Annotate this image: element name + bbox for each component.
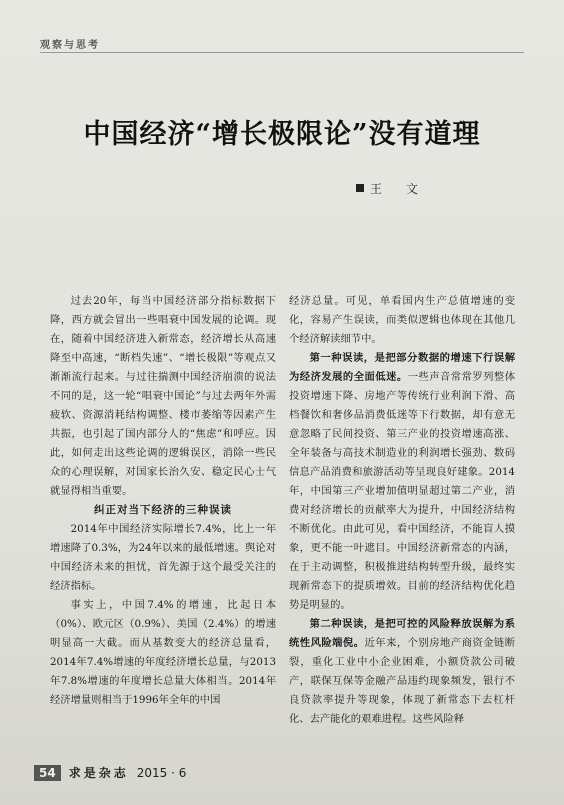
square-bullet-icon (356, 184, 364, 192)
page-number: 54 (34, 765, 61, 781)
right-column (289, 292, 515, 729)
paragraph-body: 一些声音常常罗列整体投资增速下降、房地产等传统行业利润下滑、高档餐饮和奢侈品消费低迷等下行数据，却有意无意忽略了民间投资、第三产业的投资增速高涨、全年装备与高技术制造业的利润增长强劲、数码信息产品消费和旅游活动等呈现良好建象。2014年，中国第三产业增加值明显超过第二产业，消费对经济增长的贡献率大为提升，中国经济结构不断优化。由此可见，看中国经济，不能盲人摸象，更不能一叶遮目。中国经济新常态的内涵，在于主动调整，积极推进结构转型升级，最终实现新常态下的提质增效。目前的经济结构优化趋势是明显的。 (289, 371, 516, 611)
paragraph (289, 349, 515, 615)
journal-name: 求是杂志 (68, 766, 129, 780)
section-subhead: 纠正对当下经济的三种误读 (94, 504, 232, 516)
section-header: 观察与思考 (40, 40, 100, 51)
issue-number: 2015 · 6 (136, 765, 187, 780)
paragraph: 事实上，中国7.4%的增速，比起日本（0%）、欧元区（0.9%）、美国（2.4%）的增速明显高一大截。而从基数变大的经济总量看，2014年7.4%增速的年度经济增长总量，与2013年7.8%增速的年度增长总量大体相当。2014年经济增量则相当于1996年全年的中国 (50, 599, 276, 706)
left-column (50, 292, 276, 710)
paragraph: 过去20年，每当中国经济部分指标数据下降，西方就会冒出一些唱衰中国发展的论调。现在，随着中国经济进入新常态，经济增长从高速降至中高速，“断档失速”、“增长极限”等观点又渐渐流行起来。与过往揣测中国经济崩溃的说法不同的是，这一轮“唱衰中国论”与过去两年外需疲软、资源消耗结构调整、楼市萎缩等因素产生共振，也引起了国内部分人的“焦虑”和呼应。因此，如何走出这些论调的逻辑误区，消除一些民众的心理误解，对国家长治久安、稳定民心士气就显得相当重要。 (50, 295, 276, 497)
header-rule (40, 52, 524, 53)
paragraph-lead: 第二种误读，是把可控的风险释放误解为系统性风险端倪。 (289, 618, 515, 649)
paragraph (289, 615, 515, 729)
paragraph: 经济总量。可见，单看国内生产总值增速的变化，容易产生误读，而类似逻辑也体现在其他几个经济解读细节中。 (289, 295, 515, 345)
page-footer (34, 764, 186, 781)
author-byline (356, 180, 428, 197)
author-name: 王 文 (370, 182, 428, 196)
paragraph: 2014年中国经济实际增长7.4%，比上一年增速降了0.3%，为24年以来的最低增速。舆论对中国经济未来的担忧，首先源于这个最受关注的经济指标。 (50, 523, 276, 592)
article-title: 中国经济“增长极限论”没有道理 (83, 119, 481, 150)
paragraph-lead: 第一种误读，是把部分数据的增速下行误解为经济发展的全面低迷。 (289, 352, 515, 383)
paragraph-body: 近年来，个别房地产商资金链断裂，重化工业中小企业困难，小额贷款公司破产，联保互保等金融产品违约现象频发，银行不良贷款率提升等现象，体现了新常态下去杠杆化、去产能化的艰难进程。这些风险释 (289, 637, 516, 725)
